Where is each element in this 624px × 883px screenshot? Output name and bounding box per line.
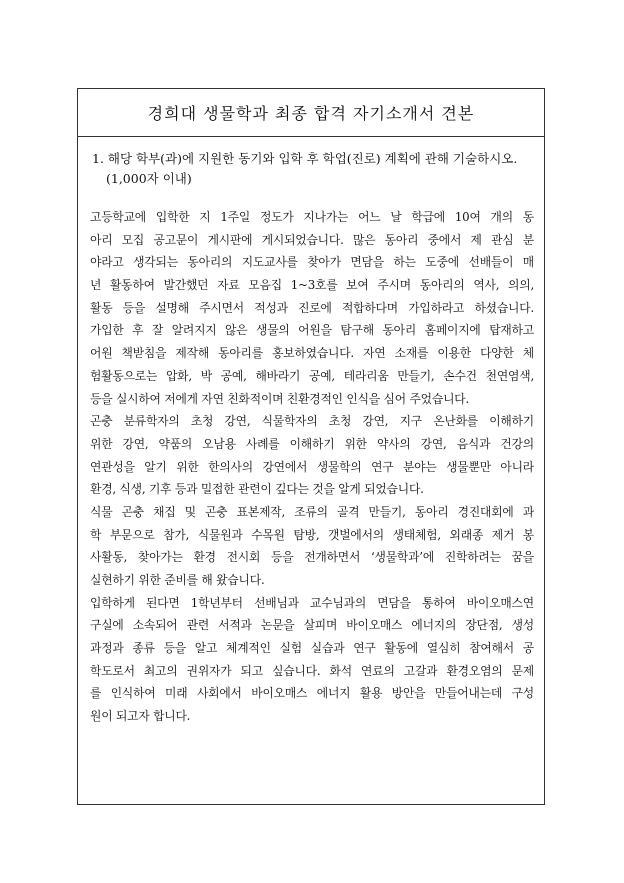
essay-line: 실현하기 위한 준비를 해 왔습니다. bbox=[90, 573, 265, 587]
essay-line: 구실에 소속되어 관련 서적과 논문을 살피며 바이오매스 에너지의 장단점, 생성 bbox=[90, 618, 534, 633]
essay-body bbox=[90, 206, 534, 728]
essay-line: 위한 강연, 약품의 오남용 사례를 이해하기 위한 약사의 강연, 음식과 건강의 bbox=[90, 436, 534, 451]
essay-line: 야라고 생각되는 동아리의 지도교사를 찾아가 면담을 하는 도중에 선배들이 매 bbox=[90, 255, 534, 270]
essay-line: 를 인식하여 미래 사회에서 바이오매스 에너지 활용 방안을 만들어내는데 구성 bbox=[90, 686, 534, 701]
essay-line: 어원 책받침을 제작해 동아리를 홍보하였습니다. 자연 소재를 이용한 다양한 체 bbox=[90, 346, 534, 361]
question-text: 1. 해당 학부(과)에 지원한 동기와 입학 후 학업(진로) 계획에 관해 기술하시오. bbox=[92, 151, 518, 166]
essay-line: 연관성을 알기 위한 한의사의 강연에서 생물학의 연구 분야는 생물뿐만 아니라 bbox=[90, 459, 534, 474]
essay-line: 학도로서 최고의 권위자가 되고 싶습니다. 화석 연료의 고갈과 환경오염의 문제 bbox=[90, 663, 534, 678]
essay-line: 등을 실시하여 저에게 자연 친화적이며 친환경적인 인식을 심어 주었습니다. bbox=[90, 391, 470, 406]
essay-line: 식물 곤충 채집 및 곤충 표본제작, 조류의 골격 만들기, 동아리 경진대회에 과 bbox=[90, 504, 534, 519]
essay-line: 과정과 종류 등을 알고 체계적인 실험 실습과 연구 활동에 열심히 참여해서 공 bbox=[90, 641, 534, 656]
essay-line: 고등학교에 입학한 지 1주일 정도가 지나가는 어느 날 학급에 10여 개의 동 bbox=[90, 210, 534, 224]
essay-line: 사활동, 찾아가는 환경 전시회 등을 전개하면서 ‘생물학과’에 진학하려는 꿈을 bbox=[90, 550, 534, 565]
essay-line: 아리 모집 공고문이 게시판에 게시되었습니다. 많은 동아리 중에서 제 관심 분 bbox=[90, 232, 534, 247]
essay-line: 가입한 후 잘 알려지지 않은 생물의 어원을 탐구해 동아리 홈페이지에 탑재하고 bbox=[90, 323, 534, 338]
title-divider bbox=[78, 136, 544, 137]
essay-line: 험활동으로는 압화, 박 공예, 해바라기 공예, 테라리움 만들기, 손수건 천연염색, bbox=[90, 368, 534, 383]
essay-line: 환경, 식생, 기후 등과 밀접한 관련이 깊다는 것을 알게 되었습니다. bbox=[90, 482, 424, 497]
essay-line: 원이 되고자 합니다. bbox=[90, 709, 191, 724]
essay-line: 학 부문으로 참가, 식물원과 수목원 탐방, 갯벌에서의 생태체험, 외래종 제거 봉 bbox=[90, 527, 534, 542]
essay-line: 곤충 분류학자의 초청 강연, 식물학자의 초청 강연, 지구 온난화를 이해하기 bbox=[90, 414, 534, 429]
essay-line: 년 활동하여 발간했던 자료 모음집 1~3호를 보여 주시며 동아리의 역사, 의의, bbox=[90, 278, 534, 293]
document-title: 경희대 생물학과 최종 합격 자기소개서 견본 bbox=[147, 104, 475, 123]
document-frame bbox=[77, 88, 545, 805]
essay-line: 활동 등을 설명해 주시면서 적성과 진로에 적합하다며 가입하라고 하셨습니다. bbox=[90, 300, 534, 315]
essay-line: 입학하게 된다면 1학년부터 선배님과 교수님과의 면담을 통하여 바이오매스연 bbox=[90, 595, 534, 610]
question-block bbox=[92, 149, 534, 189]
question-limit: (1,000자 이내) bbox=[106, 171, 192, 186]
